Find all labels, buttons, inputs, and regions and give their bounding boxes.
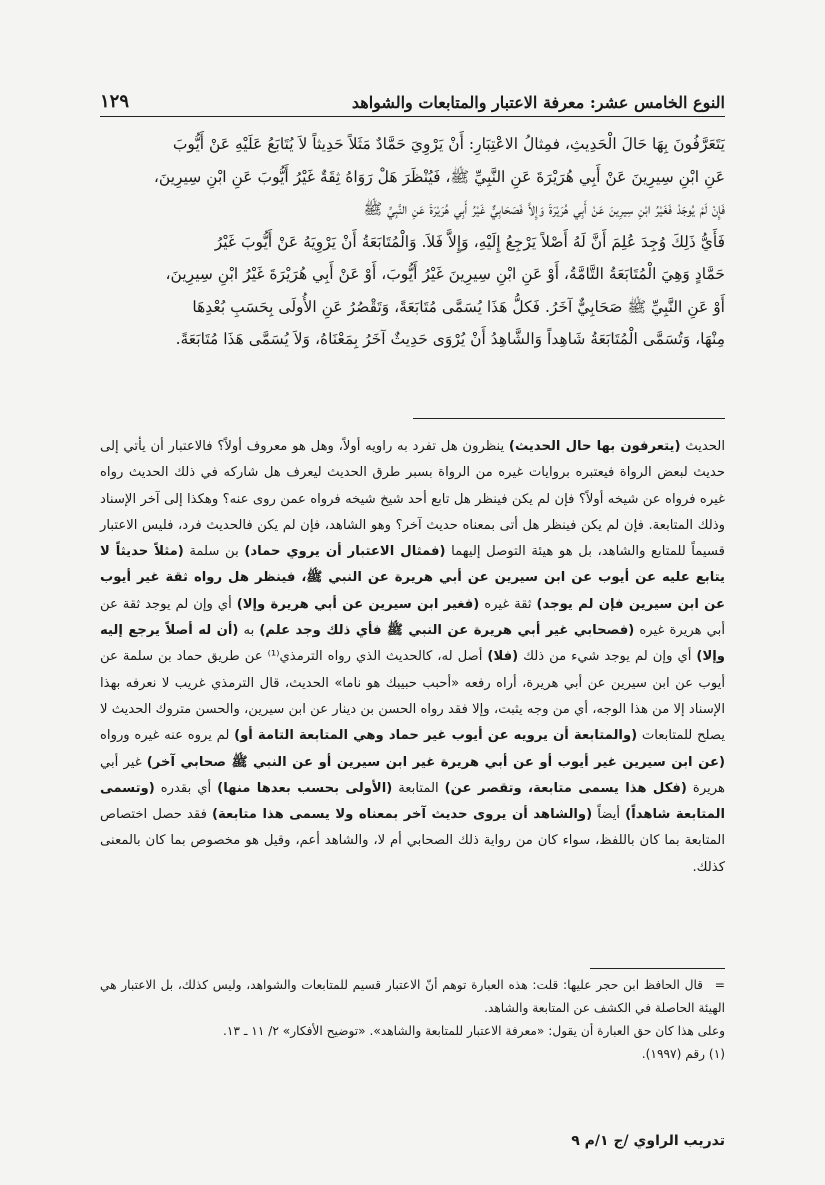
commentary-text [100, 434, 725, 881]
separator-rule [413, 418, 725, 419]
chapter-title: النوع الخامس عشر: معرفة الاعتبار والمتابعات والشواهد [351, 93, 725, 112]
commentary-segment: غير أبي هريرة [100, 754, 726, 796]
quoted-main-text: (والمتابعة أن يرويه عن أيوب غير حماد وهي المتابعة التامة أو) [234, 728, 638, 744]
commentary-segment: أي وإن لم يوجد ثقة عن أبي هريرة غيره [100, 596, 725, 639]
footnote-continuation-text: قال الحافظ ابن حجر عليها: قلت: هذه العبارة توهم أنّ الاعتبار قسيم للمتابعات والشواهد، وليس كذلك، بل الاعتبار هي الهيئة الحاصلة في الكشف عن المتابعة والشاهد. [100, 978, 725, 1015]
commentary-segment: فقد حصل اختصاص المتابعة بما كان باللفظ، سواء كان من رواية ذلك الصحابي أم لا، والشاهد أعم، وقيل هو مخصوص بما كان بالمعنى كذلك. [100, 807, 725, 875]
quoted-main-text: (يتعرفون بها حال الحديث) [508, 439, 681, 454]
quoted-main-text: (والشاهد أن يروى حديث آخر بمعناه ولا يسمى هذا متابعة) [212, 807, 593, 823]
quoted-main-text: (أن له أصلاً يرجع إليه وإلا) [100, 623, 725, 665]
commentary-segment: ثقة غيره [479, 596, 537, 612]
main-text-line: يَتَعَرَّفُونَ بِهَا حَالَ الْحَدِيثِ، فمِثالُ الاعْتِبَارِ: أَنْ يَرْوِيَ حَمَّادٌ مَثَلاً حَدِيثاً لاَ يُتَابَعُ عَلَيْهِ عَنْ أَيُّوبَ [172, 135, 725, 153]
commentary-segment: عن طريق حماد بن سلمة عن أيوب عن ابن سيرين عن أبي هريرة، أراه رفعه «أحبب حبيبك هو ناما» الحديث، قال الترمذي غريب لا نعرفه بهذا الإسناد إلا من هذا الوجه، أي من وجه يثبت، وإلا فقد رواه الحسن بن دينار عن ابن سيرين، والحسن متروك الحديث لا يصلح للمتابعات [100, 649, 725, 744]
signature-mark: تدريب الراوي /ج ١/م ٩ [571, 1133, 725, 1149]
footnote-rule [590, 968, 725, 969]
quoted-main-text: (عن ابن سيرين غير أيوب أو عن أبي هريرة غير ابن سيرين أو عن النبي ﷺ صحابي آخر) [146, 754, 725, 770]
main-text-line: فَأَيُّ ذَلِكَ وُجِدَ عُلِمَ أَنَّ لَهُ أَصْلاً يَرْجِعُ إِلَيْهِ، وَإِلاَّ فَلاَ. وَالْمُتَابَعَةُ أَنْ يَرْوِيَهُ عَنْ أَيُّوبَ غَيْرُ [214, 232, 725, 251]
commentary-segment: أيضاً [592, 807, 626, 823]
commentary-segment: أي وإن لم يوجد شيء من ذلك [518, 649, 697, 665]
commentary-segment: به [238, 623, 260, 639]
main-text-line: أَوْ عَنِ النَّبِيِّ ﷺ صَحَابِيٌّ آخَرُ. فَكلُّ هَذَا يُسَمَّى مُتَابَعَةً، وَتَقْصُرُ عَنِ الأُولَى بِحَسَبِ بُعْدِهَا [192, 297, 725, 316]
footnote-1: (١) رقم (١٩٩٧). [641, 1047, 725, 1061]
commentary-segment: ⁽¹⁾ [267, 649, 280, 665]
commentary-paragraph [100, 434, 725, 881]
commentary-segment: المتابعة [392, 780, 445, 796]
footnote-continuation [100, 974, 725, 1020]
quoted-main-text: (فمثال الاعتبار أن يروي حماد) [244, 544, 446, 560]
commentary-segment: أي بقدره [154, 780, 218, 796]
quoted-main-text: (مثلاً حديثاً لا يتابع عليه عن أيوب عن ابن سيرين عن أبي هريرة عن النبي ﷺ، فينظر هل رواه ثقة غير أيوب عن ابن سيرين فإن لم يوجد) [100, 544, 725, 612]
quoted-main-text: (فغير ابن سيرين عن أبي هريرة وإلا) [236, 596, 480, 612]
commentary-segment: لم يروه عنه غيره ورواه [100, 728, 235, 744]
quoted-main-text: (فصحابي غير أبي هريرة عن النبي ﷺ فأي ذلك وجد علم) [259, 623, 635, 639]
commentary-segment: بن سلمة [183, 544, 245, 560]
running-header [100, 84, 725, 117]
main-text [100, 128, 725, 356]
main-text-line: فَإِنْ لَمْ يُوجَدْ فَغَيْرُ ابْنِ سِيرِينَ عَنْ أَبِي هُرَيْرَةَ وَإِلاَّ فَصَحَابِيٌّ غَيْرُ أَبِي هُرَيْرَةَ عَنِ النَّبِيِّ ﷺ [363, 200, 725, 218]
main-text-line: عَنِ ابْنِ سِيرِينَ عَنْ أَبِي هُرَيْرَةَ عَنِ النَّبِيِّ ﷺ، فَيُنْظَرَ هَلْ رَوَاهُ ثِقَةٌ غَيْرُ أَيُّوبَ عَنِ ابْنِ سِيرِينَ، [153, 167, 725, 186]
footnotes [100, 974, 725, 1066]
page-number: ١٢٩ [100, 91, 130, 112]
footnote-continuation-2: وعلى هذا كان حق العبارة أن يقول: «معرفة الاعتبار للمتابعة والشاهد». «توضيح الأفكار» ٢/ ١١ ـ ١٣. [222, 1024, 725, 1038]
commentary-segment: ينظرون هل تفرد به راويه أولاً، وهل هو معروف أولاً؟ فالاعتبار أن يأتي إلى حديث لبعض الرواة فيعتبره بروايات غيره من الرواة بسبر طرق الحديث ليعرف هل شاركه في ذلك الحديث رواه غيره فرواه عن شيخه أولاً؟ فإن لم يكن فينظر هل تابع أحد شيخ شيخه فرواه عمن روى عنه؟ وهكذا إلى آخر الإسناد وذلك المتابعة. فإن لم يكن فينظر هل أتى بمعناه حديث آخر؟ وهو الشاهد، فإن لم يكن فالحديث فرد، فليس الاعتبار قسيماً للمتابع والشاهد، بل هو هيئة التوصل إليهما [100, 439, 725, 560]
quoted-main-text: (فكل هذا يسمى متابعة، وتقصر عن) [444, 780, 687, 796]
commentary-segment: الحديث [680, 439, 725, 454]
quoted-main-text: (الأولى بحسب بعدها منها) [217, 780, 393, 796]
continuation-mark: = [714, 978, 725, 992]
quoted-main-text: (فلا) [487, 649, 519, 665]
commentary-segment: أصل له، كالحديث الذي رواه الترمذي [279, 649, 488, 665]
quoted-main-text: (وتسمى المتابعة شاهداً) [100, 780, 725, 823]
main-text-line: مِنْهَا، وَتُسَمَّى الْمُتَابَعَةُ شَاهِداً وَالشَّاهِدُ أَنْ يُرْوَى حَدِيثٌ آخَرُ بِمَعْنَاهُ، وَلاَ يُسَمَّى هَذَا مُتَابَعَةً. [175, 330, 725, 348]
main-text-line: حَمَّادٍ وَهِيَ الْمُتَابَعَةُ التَّامَّةُ، أَوْ عَنِ ابْنِ سِيرِينَ غَيْرُ أَيُّوبَ، أَوْ عَنْ أَبِي هُرَيْرَةَ غَيْرُ ابْنِ سِيرِينَ، [165, 265, 725, 283]
